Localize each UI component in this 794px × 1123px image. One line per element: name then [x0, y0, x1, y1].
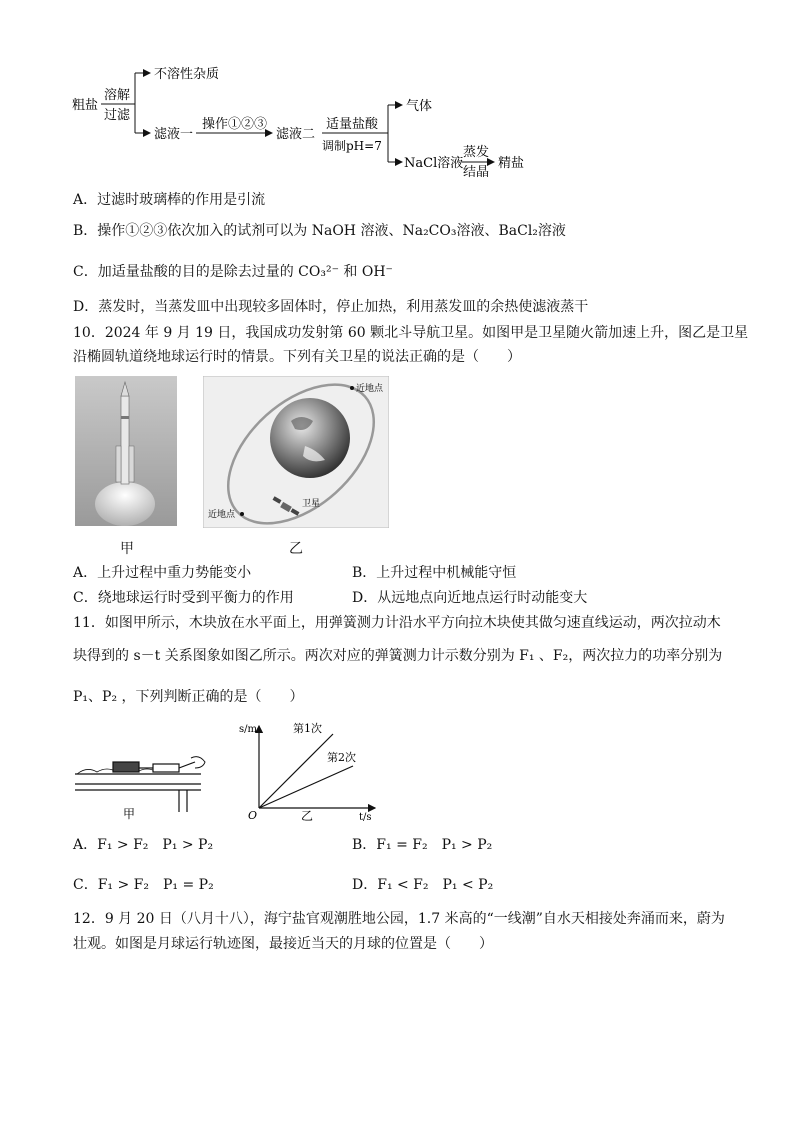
q9-option-d: D．蒸发时，当蒸发皿中出现较多固体时，停止加热，利用蒸发皿的余热使滤液蒸干	[73, 299, 589, 315]
q11-stem-line3: P₁、P₂ ，下列判断正确的是（ ）	[73, 689, 304, 705]
filter-label: 过滤	[104, 108, 131, 123]
block-spring-scale-figure	[73, 748, 213, 820]
insoluble-label: 不溶性杂质	[154, 67, 220, 82]
q11-stem-line2: 块得到的 s－t 关系图象如图乙所示。两次对应的弹簧测力计示数分别为 F₁ 、F₂，两次拉力的功率分别为	[73, 648, 723, 664]
crystallize-label: 结晶	[463, 165, 490, 180]
orbit-figure	[203, 376, 389, 528]
evaporate-label: 蒸发	[463, 145, 490, 160]
y-axis-label: s/m	[239, 724, 257, 735]
q10-option-d: D．从远地点向近地点运行时动能变大	[352, 590, 588, 606]
series-first-label: 第1次	[293, 722, 322, 735]
q9-option-a: A．过滤时玻璃棒的作用是引流	[73, 192, 266, 208]
salt-purification-flowchart	[0, 0, 794, 185]
series-second-label: 第2次	[327, 751, 356, 764]
q11-option-a: A．F₁ > F₂ P₁ > P₂	[73, 837, 214, 853]
q11-option-c: C．F₁ > F₂ P₁ = P₂	[73, 877, 214, 893]
q9-option-b: B．操作①②③依次加入的试剂可以为 NaOH 溶液、Na₂CO₃溶液、BaCl₂溶液	[73, 223, 566, 239]
q12-stem-line1: 12．9 月 20 日（八月十八），海宁盐官观潮胜地公园，1.7 米高的“一线潮”自水天相接处奔涌而来，蔚为	[73, 911, 725, 927]
nacl-solution-label: NaCl溶液	[404, 156, 464, 171]
q10-stem-line1: 10．2024 年 9 月 19 日，我国成功发射第 60 颗北斗导航卫星。如图甲是卫星随火箭加速上升，图乙是卫星	[73, 325, 749, 341]
filtrate1-label: 滤液一	[154, 127, 194, 142]
q10-stem-line2: 沿椭圆轨道绕地球运行时的情景。下列有关卫星的说法正确的是（ ）	[73, 349, 521, 365]
gas-label: 气体	[406, 99, 433, 114]
acid-label: 适量盐酸	[326, 117, 379, 132]
dissolve-label: 溶解	[104, 88, 131, 103]
s-t-graph	[233, 720, 383, 824]
origin-label: O	[248, 809, 258, 822]
q10-option-b: B．上升过程中机械能守恒	[352, 565, 517, 581]
q12-stem-line2: 壮观。如图是月球运行轨迹图，最接近当天的月球的位置是（ ）	[73, 936, 493, 952]
q10-option-a: A．上升过程中重力势能变小	[73, 565, 252, 581]
q10-option-c: C．绕地球运行时受到平衡力的作用	[73, 590, 294, 606]
orbit-apogee-label: 近地点	[356, 384, 384, 394]
series-first-line	[259, 734, 333, 808]
q10-fig-b-caption: 乙	[289, 541, 303, 557]
q9-option-c: C．加适量盐酸的目的是除去过量的 CO₃²⁻ 和 OH⁻	[73, 264, 393, 280]
satellite-label: 卫星	[302, 499, 321, 509]
filtrate2-label: 滤液二	[276, 127, 316, 142]
crude-salt-label: 粗盐	[72, 98, 99, 113]
refined-salt-label: 精盐	[498, 156, 525, 171]
q10-fig-a-caption: 甲	[120, 541, 134, 557]
q11-option-b: B．F₁ = F₂ P₁ > P₂	[352, 837, 493, 853]
series-second-line	[259, 766, 353, 808]
q11-fig-a-caption: 甲	[123, 807, 136, 820]
q11-stem-line1: 11．如图甲所示，木块放在水平面上，用弹簧测力计沿水平方向拉木块使其做匀速直线运动，两次拉动木	[73, 615, 721, 631]
x-axis-label: t/s	[359, 812, 372, 823]
q11-option-d: D．F₁ < F₂ P₁ < P₂	[352, 877, 494, 893]
orbit-perigee-label: 近地点	[208, 510, 236, 520]
adjust-ph-label: 调制pH=7	[322, 139, 382, 153]
operation-label: 操作①②③	[202, 117, 268, 132]
rocket-photo	[75, 376, 177, 526]
q11-fig-b-caption: 乙	[301, 809, 314, 823]
